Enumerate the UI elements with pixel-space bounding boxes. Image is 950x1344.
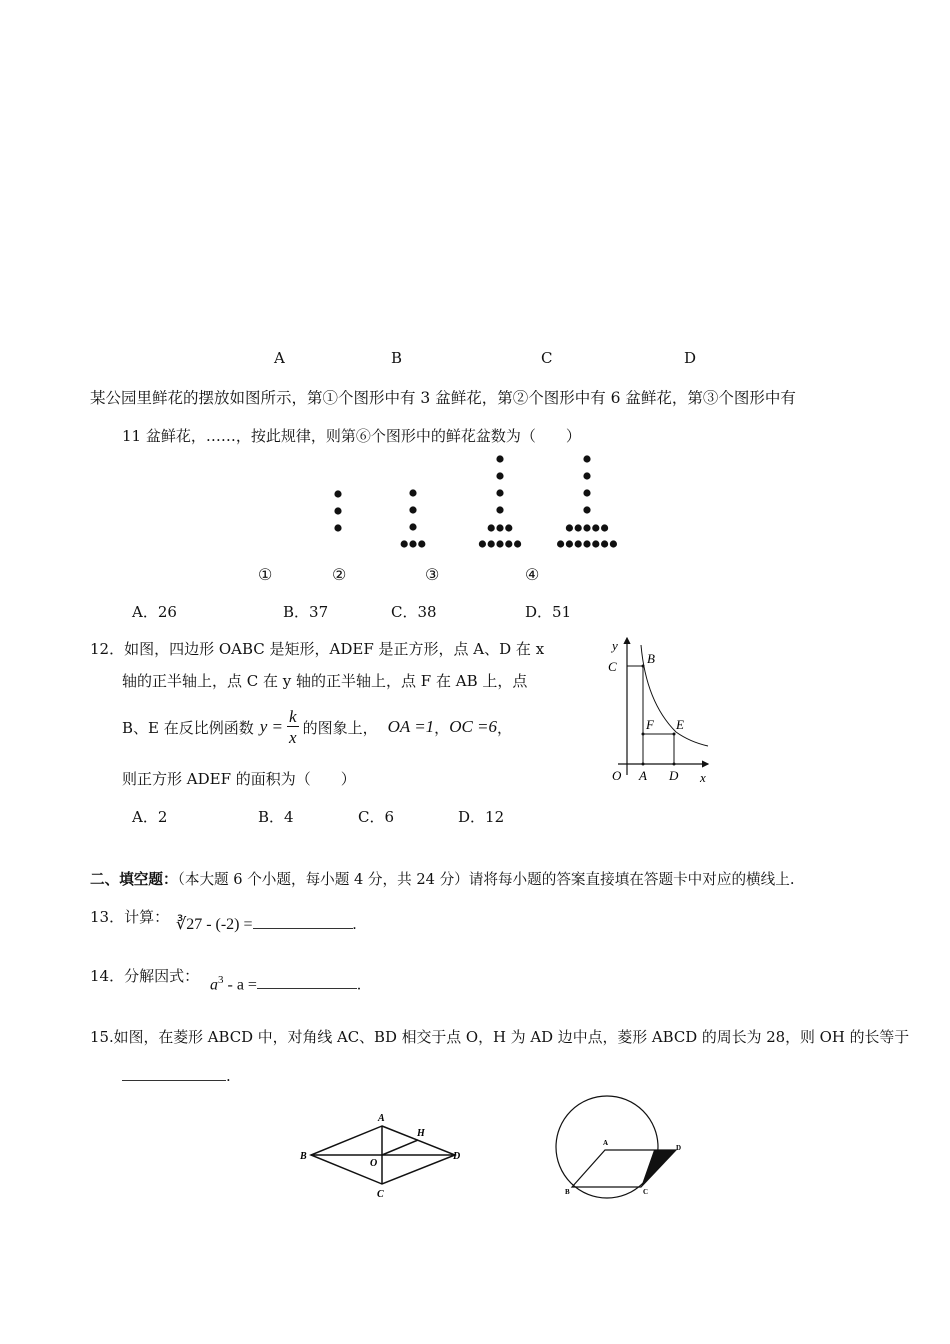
q14-base: a	[210, 976, 218, 994]
q14-exp: 3	[218, 974, 224, 986]
label-o: O	[612, 768, 622, 783]
q12-line3-prefix: B、E 在反比例函数	[122, 718, 254, 737]
rhombus-label-a: A	[378, 1113, 385, 1124]
flower-dot	[514, 540, 521, 547]
flower-dot	[583, 472, 590, 479]
rhombus-label-d: D	[453, 1151, 461, 1162]
q13-label: 13．计算：	[90, 908, 170, 926]
rhombus-figure	[295, 1108, 470, 1203]
flower-dot	[601, 524, 608, 531]
q13-end: .	[352, 916, 357, 933]
circle-label-b: B	[565, 1188, 570, 1196]
q12-text-line3	[122, 708, 512, 746]
figure-label-4: ④	[525, 565, 540, 584]
q11-option-a: A．26	[132, 603, 177, 621]
flower-dot	[610, 540, 617, 547]
q12-option-d: D．12	[458, 808, 505, 826]
rhombus-label-h: H	[417, 1128, 425, 1139]
oa-value: OA =1	[387, 717, 435, 736]
function-y: y =	[259, 717, 284, 736]
comma: ，	[434, 718, 450, 737]
rhombus-label-o: O	[370, 1158, 378, 1169]
flower-dot	[592, 540, 599, 547]
flower-dot	[575, 540, 582, 547]
q12-text-line2: 轴的正半轴上，点 C 在 y 轴的正半轴上，点 F 在 AB 上，点	[122, 672, 528, 690]
fraction-denominator: x	[289, 728, 297, 747]
flower-dot	[334, 490, 341, 497]
q12-option-b: B．4	[258, 808, 294, 826]
q14-label: 14．分解因式：	[90, 967, 200, 985]
label-e: E	[676, 717, 684, 732]
flower-dot	[496, 524, 503, 531]
flower-dot	[401, 540, 408, 547]
section2-desc: （本大题 6 个小题，每小题 4 分，共 24 分）请将每小题的答案直接填在答题卡中对应的横线上.	[177, 871, 795, 888]
flower-dot	[566, 540, 573, 547]
circle-label-d: D	[676, 1144, 682, 1152]
q12-line3-suffix: 的图象上，	[302, 718, 378, 737]
flower-dot	[583, 455, 590, 462]
point-e	[673, 733, 676, 736]
flower-dot	[409, 489, 416, 496]
flower-dot	[334, 524, 341, 531]
q12-number: 12．	[90, 640, 125, 658]
flower-dot	[409, 540, 416, 547]
flower-dot	[496, 540, 503, 547]
q11-option-d: D．51	[525, 603, 572, 621]
flower-dot	[479, 540, 486, 547]
q12-option-c: C．6	[358, 808, 395, 826]
flower-dot	[575, 524, 582, 531]
q15-answer-line	[122, 1062, 231, 1085]
q14-expression	[210, 974, 361, 994]
figure-label-3: ③	[425, 565, 440, 584]
q12-text-line4: 则正方形 ADEF 的面积为（ ）	[122, 770, 356, 788]
q14-end: .	[356, 976, 361, 994]
q10-option-c: C	[541, 349, 553, 367]
q12-text-line1	[90, 638, 544, 659]
segment-oh	[382, 1140, 418, 1155]
flower-dot	[583, 540, 590, 547]
flower-dot	[488, 540, 495, 547]
flower-dot	[592, 524, 599, 531]
q11-text-line2: 11 盆鲜花，……，按此规律，则第⑥个图形中的鲜花盆数为（ ）	[122, 427, 581, 445]
flower-dot	[583, 489, 590, 496]
flower-dot	[496, 455, 503, 462]
flower-dot	[496, 472, 503, 479]
q13-expr: ∛27 - (-2) =	[176, 916, 253, 933]
flower-dot	[488, 524, 495, 531]
point-d	[673, 763, 676, 766]
q14-rest: - a =	[223, 976, 257, 994]
circle-label-a: A	[603, 1139, 609, 1147]
flower-dot	[409, 506, 416, 513]
q11-option-b: B．37	[283, 603, 329, 621]
q15-answer-blank[interactable]	[122, 1062, 226, 1081]
q12-line1: 如图，四边形 OABC 是矩形，ADEF 是正方形，点 A、D 在 x	[124, 640, 545, 658]
circle-label-c: C	[643, 1188, 649, 1196]
label-d: D	[669, 768, 679, 783]
point-f	[642, 733, 645, 736]
flower-dot	[496, 506, 503, 513]
flower-dot	[418, 540, 425, 547]
fraction-k-over-x	[287, 708, 299, 746]
inverse-proportion-graph	[600, 630, 720, 790]
label-f: F	[646, 717, 654, 732]
flower-dot	[557, 540, 564, 547]
point-a	[642, 763, 645, 766]
flower-dot	[583, 524, 590, 531]
q11-option-c: C．38	[391, 603, 437, 621]
q15-text-line1: 15.如图，在菱形 ABCD 中，对角线 AC、BD 相交于点 O，H 为 AD 边中点，菱形 ABCD 的周长为 28，则 OH 的长等于	[90, 1028, 910, 1046]
q12-option-a: A．2	[132, 808, 168, 826]
point-b	[642, 665, 645, 668]
label-x: x	[700, 770, 706, 785]
flower-dot	[566, 524, 573, 531]
flower-pattern-figure	[320, 455, 640, 555]
rhombus-label-c: C	[377, 1189, 384, 1200]
label-c: C	[608, 659, 617, 674]
figure-label-2: ②	[332, 565, 347, 584]
circle-parallelogram-figure	[550, 1095, 690, 1205]
flower-dot	[409, 523, 416, 530]
section2-title: 二、填空题：	[90, 871, 178, 888]
rhombus-label-b: B	[300, 1151, 307, 1162]
flower-dot	[505, 540, 512, 547]
q10-option-d: D	[684, 349, 697, 367]
q13-expression	[176, 914, 357, 934]
section2-header	[90, 868, 794, 889]
label-b: B	[647, 651, 655, 666]
flower-dot	[334, 507, 341, 514]
figure-label-1: ①	[258, 565, 273, 584]
oc-value: OC =6	[449, 717, 498, 736]
flower-dot	[505, 524, 512, 531]
label-a: A	[639, 768, 647, 783]
q15-end: .	[226, 1067, 231, 1085]
q14-answer-blank[interactable]	[257, 988, 357, 989]
label-y: y	[612, 638, 618, 653]
q11-text-line1: 某公园里鲜花的摆放如图所示，第①个图形中有 3 盆鲜花，第②个图形中有 6 盆鲜花，第③个图形中有	[90, 389, 796, 407]
flower-dot	[601, 540, 608, 547]
flower-dot	[496, 489, 503, 496]
comma: ，	[497, 718, 513, 737]
q13-answer-blank[interactable]	[253, 928, 353, 929]
flower-dot	[583, 506, 590, 513]
fraction-numerator: k	[289, 707, 297, 726]
q10-option-b: B	[391, 349, 403, 367]
q10-option-a: A	[274, 349, 285, 367]
